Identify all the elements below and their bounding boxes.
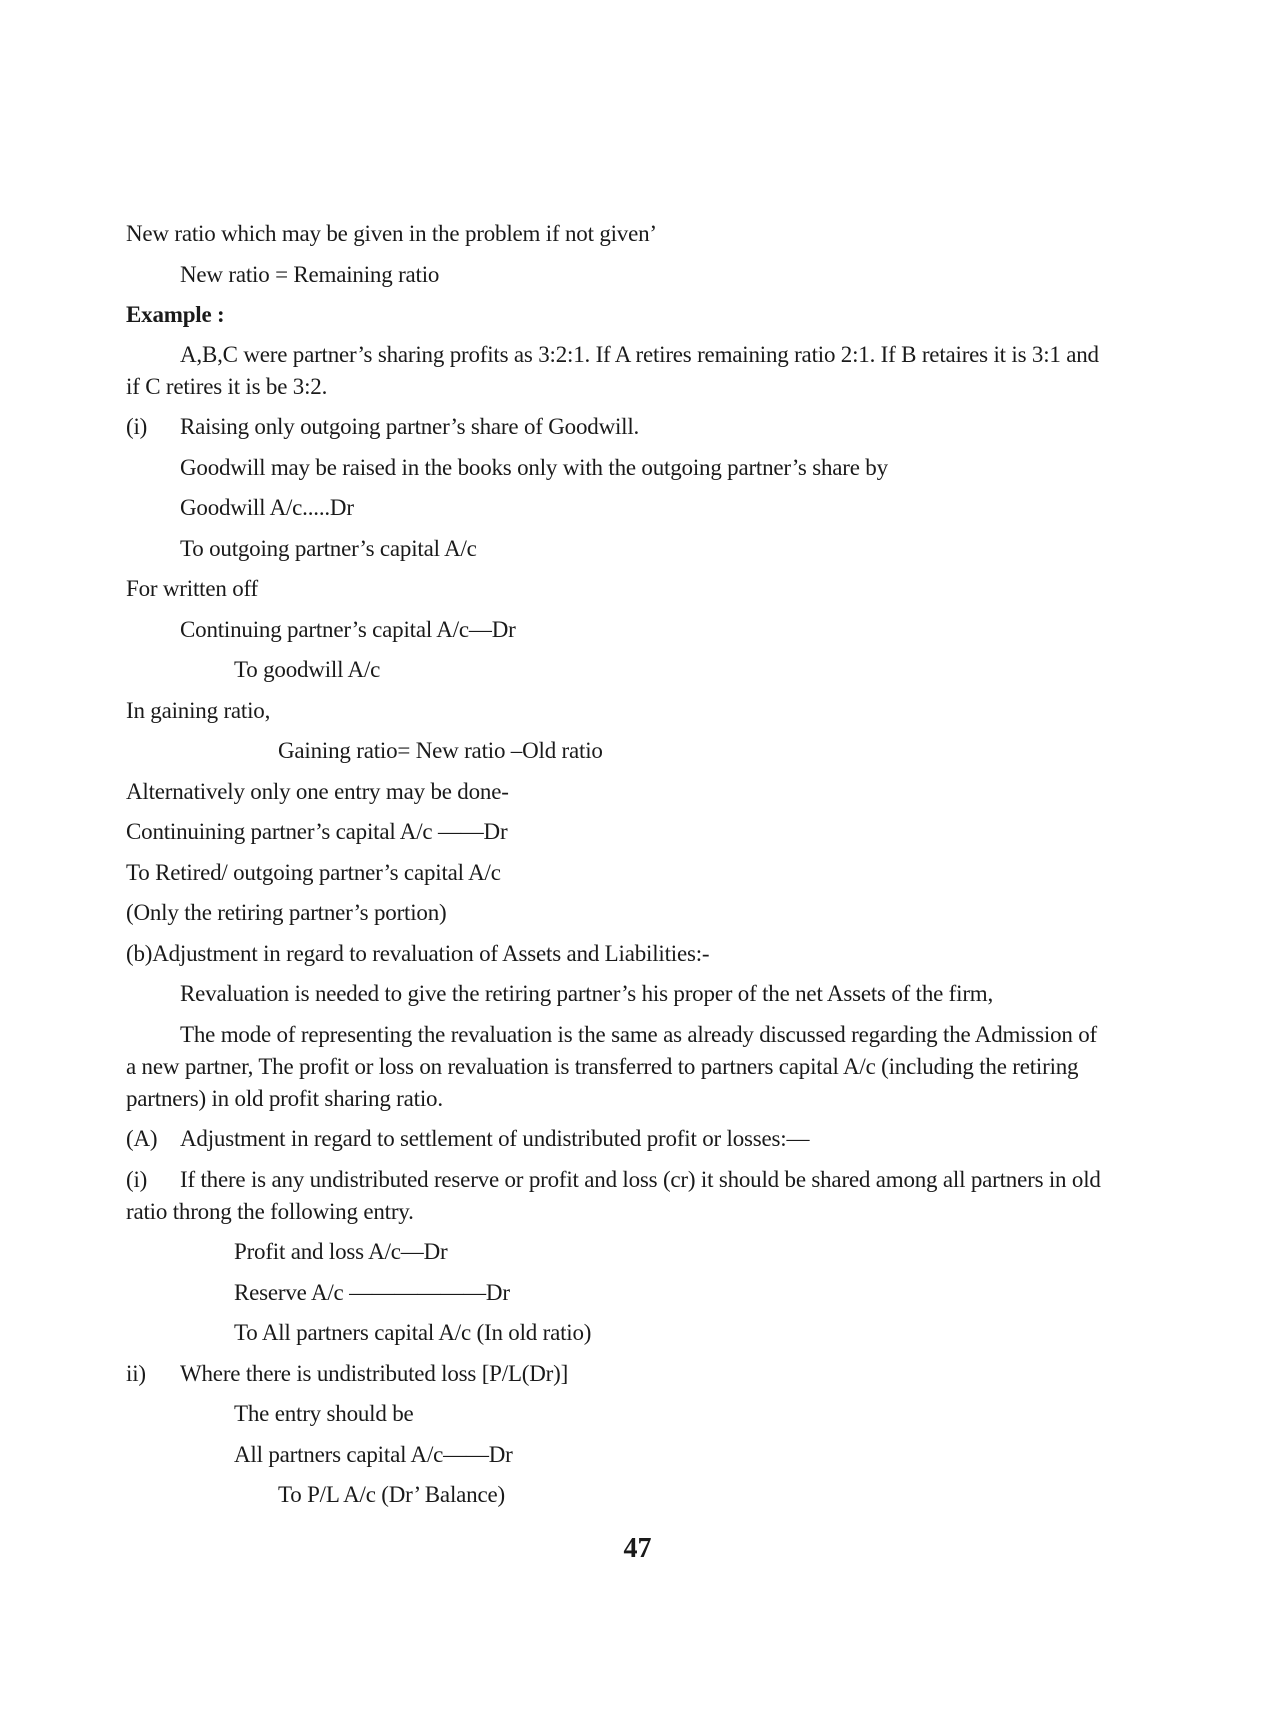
text-line: a new partner, The profit or loss on revaluation is transferred to partners capital A/c (including the retiring bbox=[126, 1054, 1079, 1079]
list-item bbox=[126, 1164, 1101, 1196]
text-line: if C retires it is be 3:2. bbox=[126, 374, 328, 399]
list-item-text: Raising only outgoing partner’s share of Goodwill. bbox=[180, 414, 640, 439]
section-heading: (b)Adjustment in regard to revaluation of Assets and Liabilities:- bbox=[126, 941, 710, 966]
formula-gaining-ratio: Gaining ratio= New ratio –Old ratio bbox=[278, 738, 603, 763]
list-marker: ii) bbox=[126, 1361, 146, 1386]
list-marker: (i) bbox=[126, 414, 148, 439]
journal-entry-line: Goodwill A/c.....Dr bbox=[180, 495, 354, 520]
list-item bbox=[126, 411, 639, 443]
list-marker: (A) bbox=[126, 1126, 158, 1151]
text-line: (Only the retiring partner’s portion) bbox=[126, 900, 447, 925]
text-line: Goodwill may be raised in the books only with the outgoing partner’s share by bbox=[180, 455, 888, 480]
journal-entry-line: To All partners capital A/c (In old ratio) bbox=[234, 1320, 592, 1345]
journal-entry-line: To P/L A/c (Dr’ Balance) bbox=[278, 1482, 505, 1507]
journal-entry-line: Continuing partner’s capital A/c—Dr bbox=[180, 617, 516, 642]
text-line: Revaluation is needed to give the retiring partner’s his proper of the net Assets of the firm, bbox=[180, 981, 994, 1006]
list-marker: (i) bbox=[126, 1167, 148, 1192]
list-item-text: Where there is undistributed loss [P/L(Dr)] bbox=[180, 1361, 569, 1386]
text-line: partners) in old profit sharing ratio. bbox=[126, 1086, 443, 1111]
list-item bbox=[126, 1123, 809, 1155]
text-line: New ratio which may be given in the problem if not given’ bbox=[126, 221, 657, 246]
text-line: For written off bbox=[126, 576, 259, 601]
text-line: In gaining ratio, bbox=[126, 698, 271, 723]
example-heading: Example : bbox=[126, 302, 225, 327]
journal-entry-line: To outgoing partner’s capital A/c bbox=[180, 536, 477, 561]
text-line: A,B,C were partner’s sharing profits as 3:2:1. If A retires remaining ratio 2:1. If B retaires it is 3:1 and bbox=[180, 342, 1099, 367]
page-number: 47 bbox=[623, 1533, 652, 1564]
text-line: ratio throng the following entry. bbox=[126, 1199, 414, 1224]
journal-entry-line: Reserve A/c ——————Dr bbox=[234, 1280, 510, 1305]
list-item-text: If there is any undistributed reserve or profit and loss (cr) it should be shared among all partners in old bbox=[180, 1167, 1101, 1192]
list-item-text: Adjustment in regard to settlement of undistributed profit or losses:— bbox=[180, 1126, 810, 1151]
text-line: Alternatively only one entry may be done- bbox=[126, 779, 509, 804]
journal-entry-line: Continuining partner’s capital A/c ——Dr bbox=[126, 819, 508, 844]
journal-entry-line: To goodwill A/c bbox=[234, 657, 381, 682]
journal-entry-line: To Retired/ outgoing partner’s capital A/c bbox=[126, 860, 501, 885]
journal-entry-line: Profit and loss A/c—Dr bbox=[234, 1239, 448, 1264]
journal-entry-line: All partners capital A/c——Dr bbox=[234, 1442, 513, 1467]
text-line: The mode of representing the revaluation is the same as already discussed regarding the Admission of bbox=[180, 1022, 1097, 1047]
formula-new-ratio: New ratio = Remaining ratio bbox=[180, 262, 440, 287]
text-line: The entry should be bbox=[234, 1401, 414, 1426]
list-item bbox=[126, 1358, 568, 1390]
